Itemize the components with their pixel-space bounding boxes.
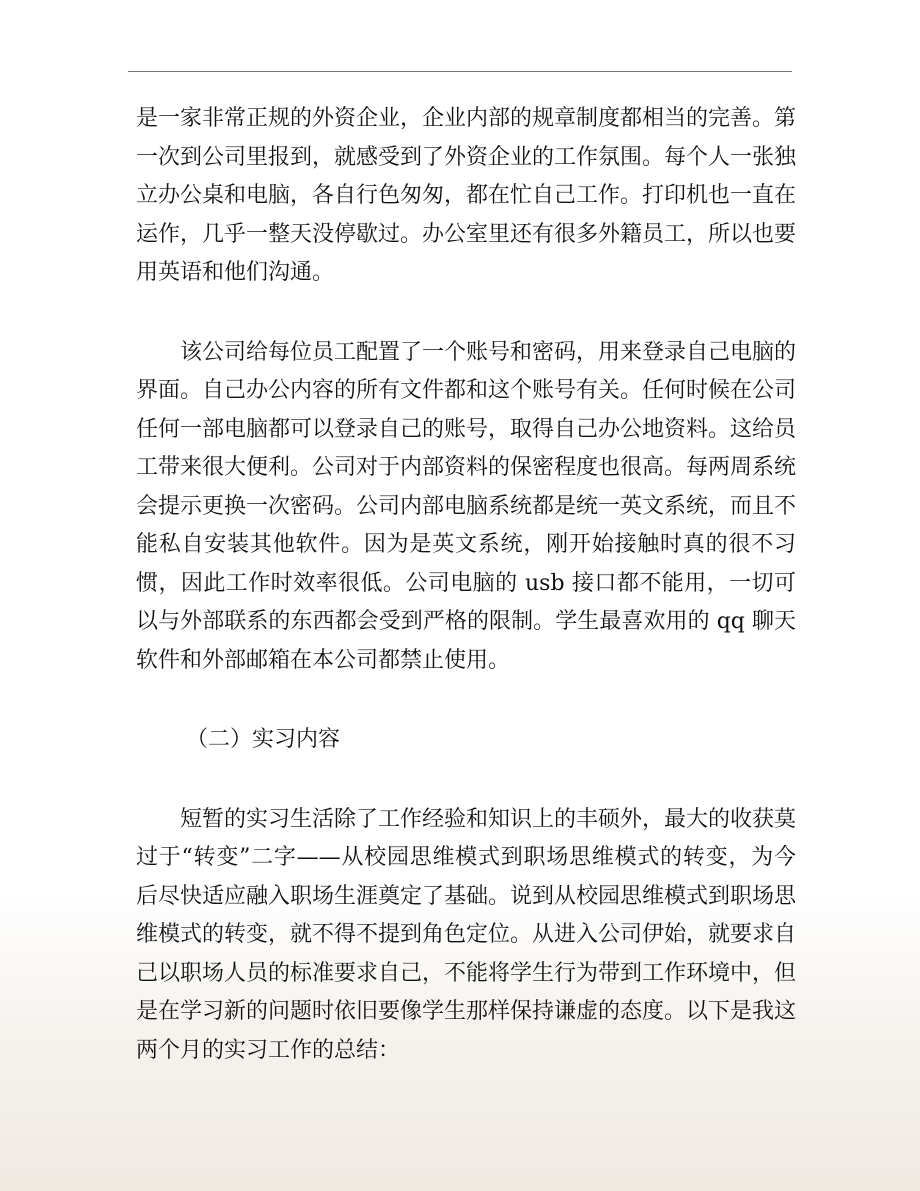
header-rule xyxy=(128,71,792,72)
paragraph-continued: 是一家非常正规的外资企业，企业内部的规章制度都相当的完善。第一次到公司里报到，就感受到了外资企业的工作氛围。每个人一张独立办公桌和电脑，各自行色匆匆，都在忙自己工作。打印机也一直在运作，几乎一整天没停歇过。办公室里还有很多外籍员工，所以也要用英语和他们沟通。 xyxy=(136,106,797,285)
paragraph-internship-summary: 短暂的实习生活除了工作经验和知识上的丰硕外，最大的收获莫过于“转变”二字——从校园思维模式到职场思维模式的转变，为今后尽快适应融入职场生涯奠定了基础。说到从校园思维模式到职场思维模式的转变，就不得不提到角色定位。从进入公司伊始，就要求自己以职场人员的标准要求自己，不能将学生行为带到工作环境中，但是在学习新的问题时依旧要像学生那样保持谦虚的态度。以下是我这两个月的实习工作的总结： xyxy=(136,806,797,1063)
section-heading: （二）实习内容 xyxy=(186,727,341,752)
document-body xyxy=(136,100,796,1111)
paragraph-account-system: 该公司给每位员工配置了一个账号和密码，用来登录自己电脑的界面。自己办公内容的所有文件都和这个账号有关。任何时候在公司任何一部电脑都可以登录自己的账号，取得自己办公地资料。这给员工带来很大便利。公司对于内部资料的保密程度也很高。每两周系统会提示更换一次密码。公司内部电脑系统都是统一英文系统，而且不能私自安装其他软件。因为是英文系统，刚开始接触时真的很不习惯，因此工作时效率很低。公司电脑的 usb 接口都不能用，一切可以与外部联系的东西都会受到严格的限制。学生最喜欢用的 qq 聊天软件和外部邮箱在本公司都禁止使用。 xyxy=(136,339,797,673)
